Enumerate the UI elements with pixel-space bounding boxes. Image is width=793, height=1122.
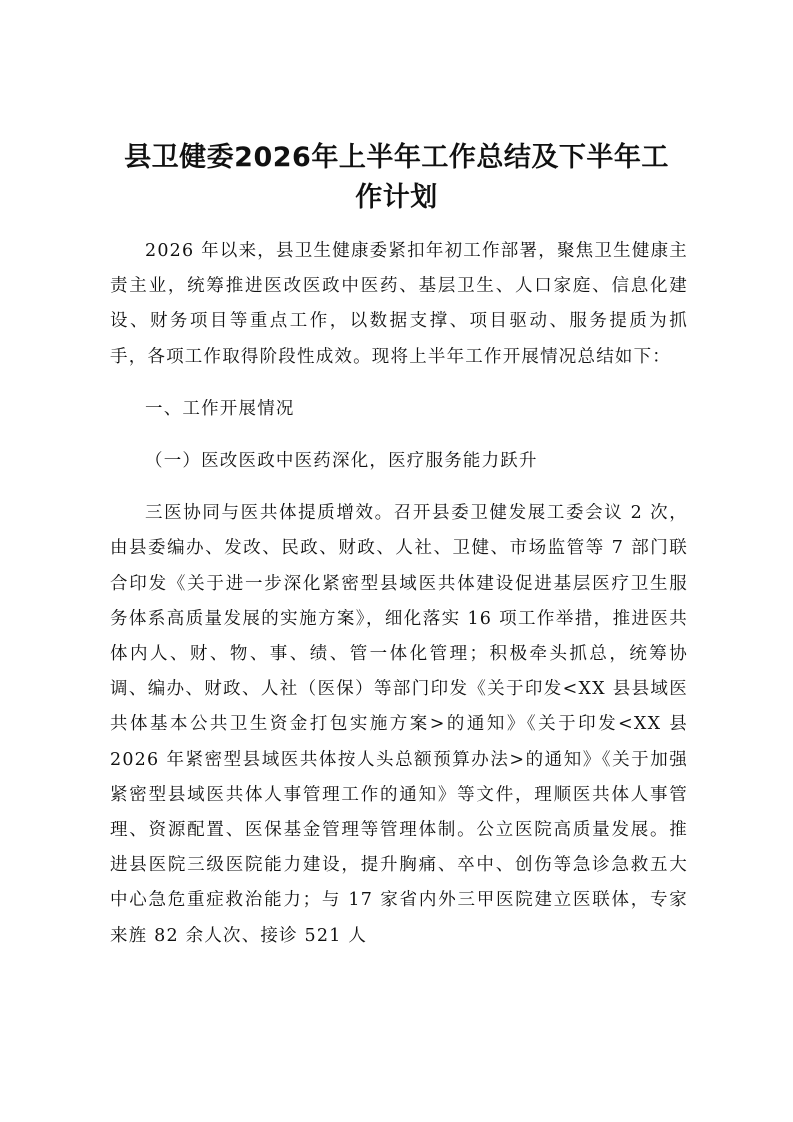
title-line-2: 作计划 [355,182,438,213]
subsection-heading-1: （一）医改医政中医药深化，医疗服务能力跃升 [145,451,538,472]
document-title [100,138,693,218]
document-body [110,234,688,954]
intro-paragraph: 2026 年以来，县卫生健康委紧扣年初工作部署，聚焦卫生健康主责主业，统筹推进医改医政中医药、基层卫生、人口家庭、信息化建设、财务项目等重点工作，以数据支撑、项目驱动、服务提质为抓手，各项工作取得阶段性成效。现将上半年工作开展情况总结如下： [110,241,688,367]
body-paragraph-1: 三医协同与医共体提质增效。召开县委卫健发展工委会议 2 次，由县委编办、发改、民政、财政、人社、卫健、市场监管等 7 部门联合印发《关于进一步深化紧密型县域医共体建设促进基层医疗卫生服务体系高质量发展的实施方案》，细化落实 16 项工作举措，推进医共体内人、财、物、事、绩、管一体化管理；积极牵头抓总，统筹协调、编办、财政、人社（医保）等部门印发《关于印发<XX 县县域医共体基本公共卫生资金打包实施方案>的通知》《关于印发<XX 县 2026 年紧密型县域医共体按人头总额预算办法>的通知》《关于加强紧密型县域医共体人事管理工作的通知》等文件，理顺医共体人事管理、资源配置、医保基金管理等管理体制。公立医院高质量发展。推进县医院三级医院能力建设，提升胸痛、卒中、创伤等急诊急救五大中心急危重症救治能力；与 17 家省内外三甲医院建立医联体，专家来旌 82 余人次、接诊 521 人 [110,503,688,946]
section-heading-1: 一、工作开展情况 [145,398,295,419]
title-line-1: 县卫健委2026年上半年工作总结及下半年工 [124,142,669,173]
